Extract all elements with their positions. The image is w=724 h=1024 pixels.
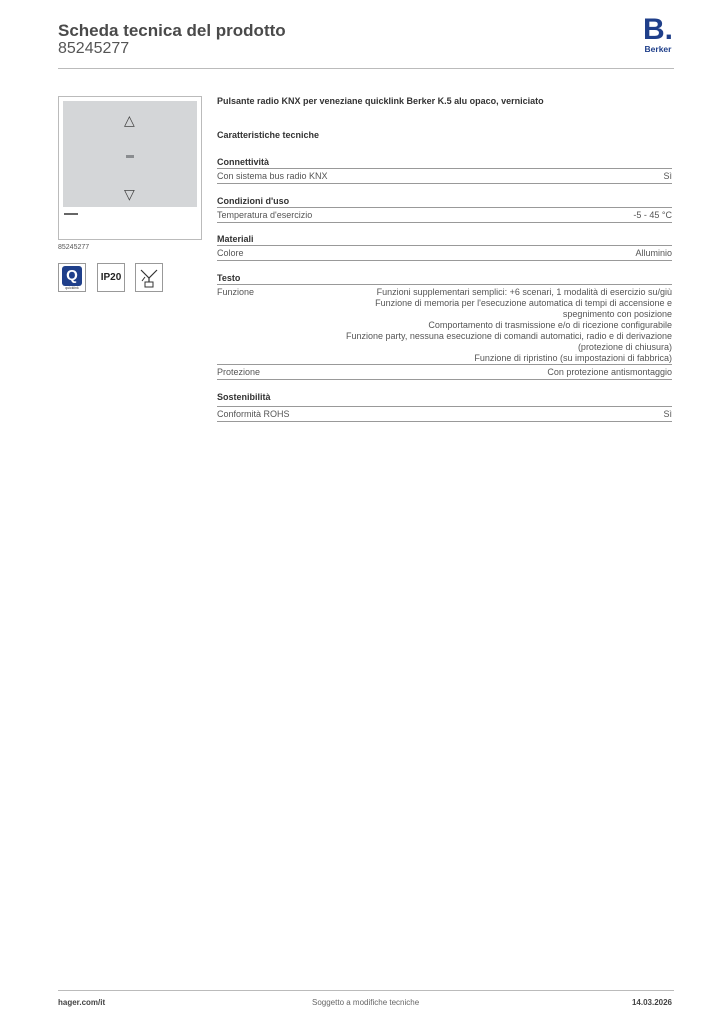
spec-value: -5 - 45 °C [633,210,672,220]
funzione-value: Funzione di memoria per l'esecuzione automatica di tempi di accensione e spegnimento con posizione [375,298,672,319]
quicklink-icon: Q [62,266,82,286]
product-marking [64,213,78,215]
section-title-materiali: Materiali [217,234,254,244]
spec-label: Colore [217,248,244,258]
spec-value: Alluminio [635,248,672,258]
document-subtitle: 85245277 [58,40,130,57]
spec-label: Protezione [217,367,261,377]
funzione-value: Funzioni supplementari semplici: +6 scenari, 1 modalità di esercizio su/giù [376,287,672,297]
spec-value: Sì [663,409,672,419]
header-divider [58,68,674,69]
product-name: Pulsante radio KNX per veneziane quicklink Berker K.5 alu opaco, verniciato [217,96,544,106]
spec-value: Sì [663,171,672,181]
row-divider [217,183,672,184]
spec-row-colore [217,245,672,261]
arrow-down-icon: ▽ [124,186,135,202]
document-title: Scheda tecnica del prodotto [58,21,286,40]
spec-row-funzione [217,284,672,364]
product-face [63,101,197,207]
row-divider [217,222,672,223]
spec-heading: Caratteristiche tecniche [217,130,320,140]
arrow-up-icon: △ [124,112,135,128]
section-title-testo: Testo [217,273,241,283]
berker-logo [642,13,674,54]
row-divider [217,421,672,422]
footer-date: 14.03.2026 [631,998,672,1007]
section-title-sostenibilita: Sostenibilità [217,392,271,402]
product-image-code: 85245277 [58,244,90,251]
spec-row-rohs [217,406,672,422]
page-header [58,13,674,70]
footer-disclaimer: Soggetto a modifiche tecniche [312,998,420,1007]
led-indicator [126,155,134,158]
spec-label: Temperatura d'esercizio [217,210,313,220]
installation-icon [139,267,159,289]
funzione-value: Funzione di ripristino (su impostazioni di fabbrica) [474,353,672,363]
funzione-value: Funzione party, nessuna esecuzione di comandi automatici, radio e di derivazione (protezione di chiusura) [345,331,672,352]
row-divider [217,379,672,380]
ip20-badge [97,263,125,292]
funzione-value: Comportamento di trasmissione e/o di ricezione configurabile [428,320,672,330]
logo-mark: B. [643,13,673,46]
spec-label: Con sistema bus radio KNX [217,171,328,181]
spec-label: Conformità ROHS [217,409,290,419]
section-title-connettivita: Connettività [217,157,270,167]
quicklink-badge [58,263,86,292]
product-image [58,96,202,240]
footer-website: hager.com/it [58,998,106,1007]
section-title-condizioni: Condizioni d'uso [217,196,290,206]
spec-row-temperatura [217,207,672,223]
funzione-values [342,287,672,364]
quicklink-label: quicklink [65,286,79,290]
spec-row-protezione [217,364,672,380]
spec-value: Con protezione antismontaggio [547,367,672,377]
spec-row-bus-radio [217,168,672,184]
spec-label: Funzione [217,287,255,297]
row-divider [217,260,672,261]
footer-divider [58,990,674,991]
logo-text: Berker [644,44,672,54]
installation-icon-badge [135,263,163,292]
ip20-label: IP20 [100,272,122,283]
